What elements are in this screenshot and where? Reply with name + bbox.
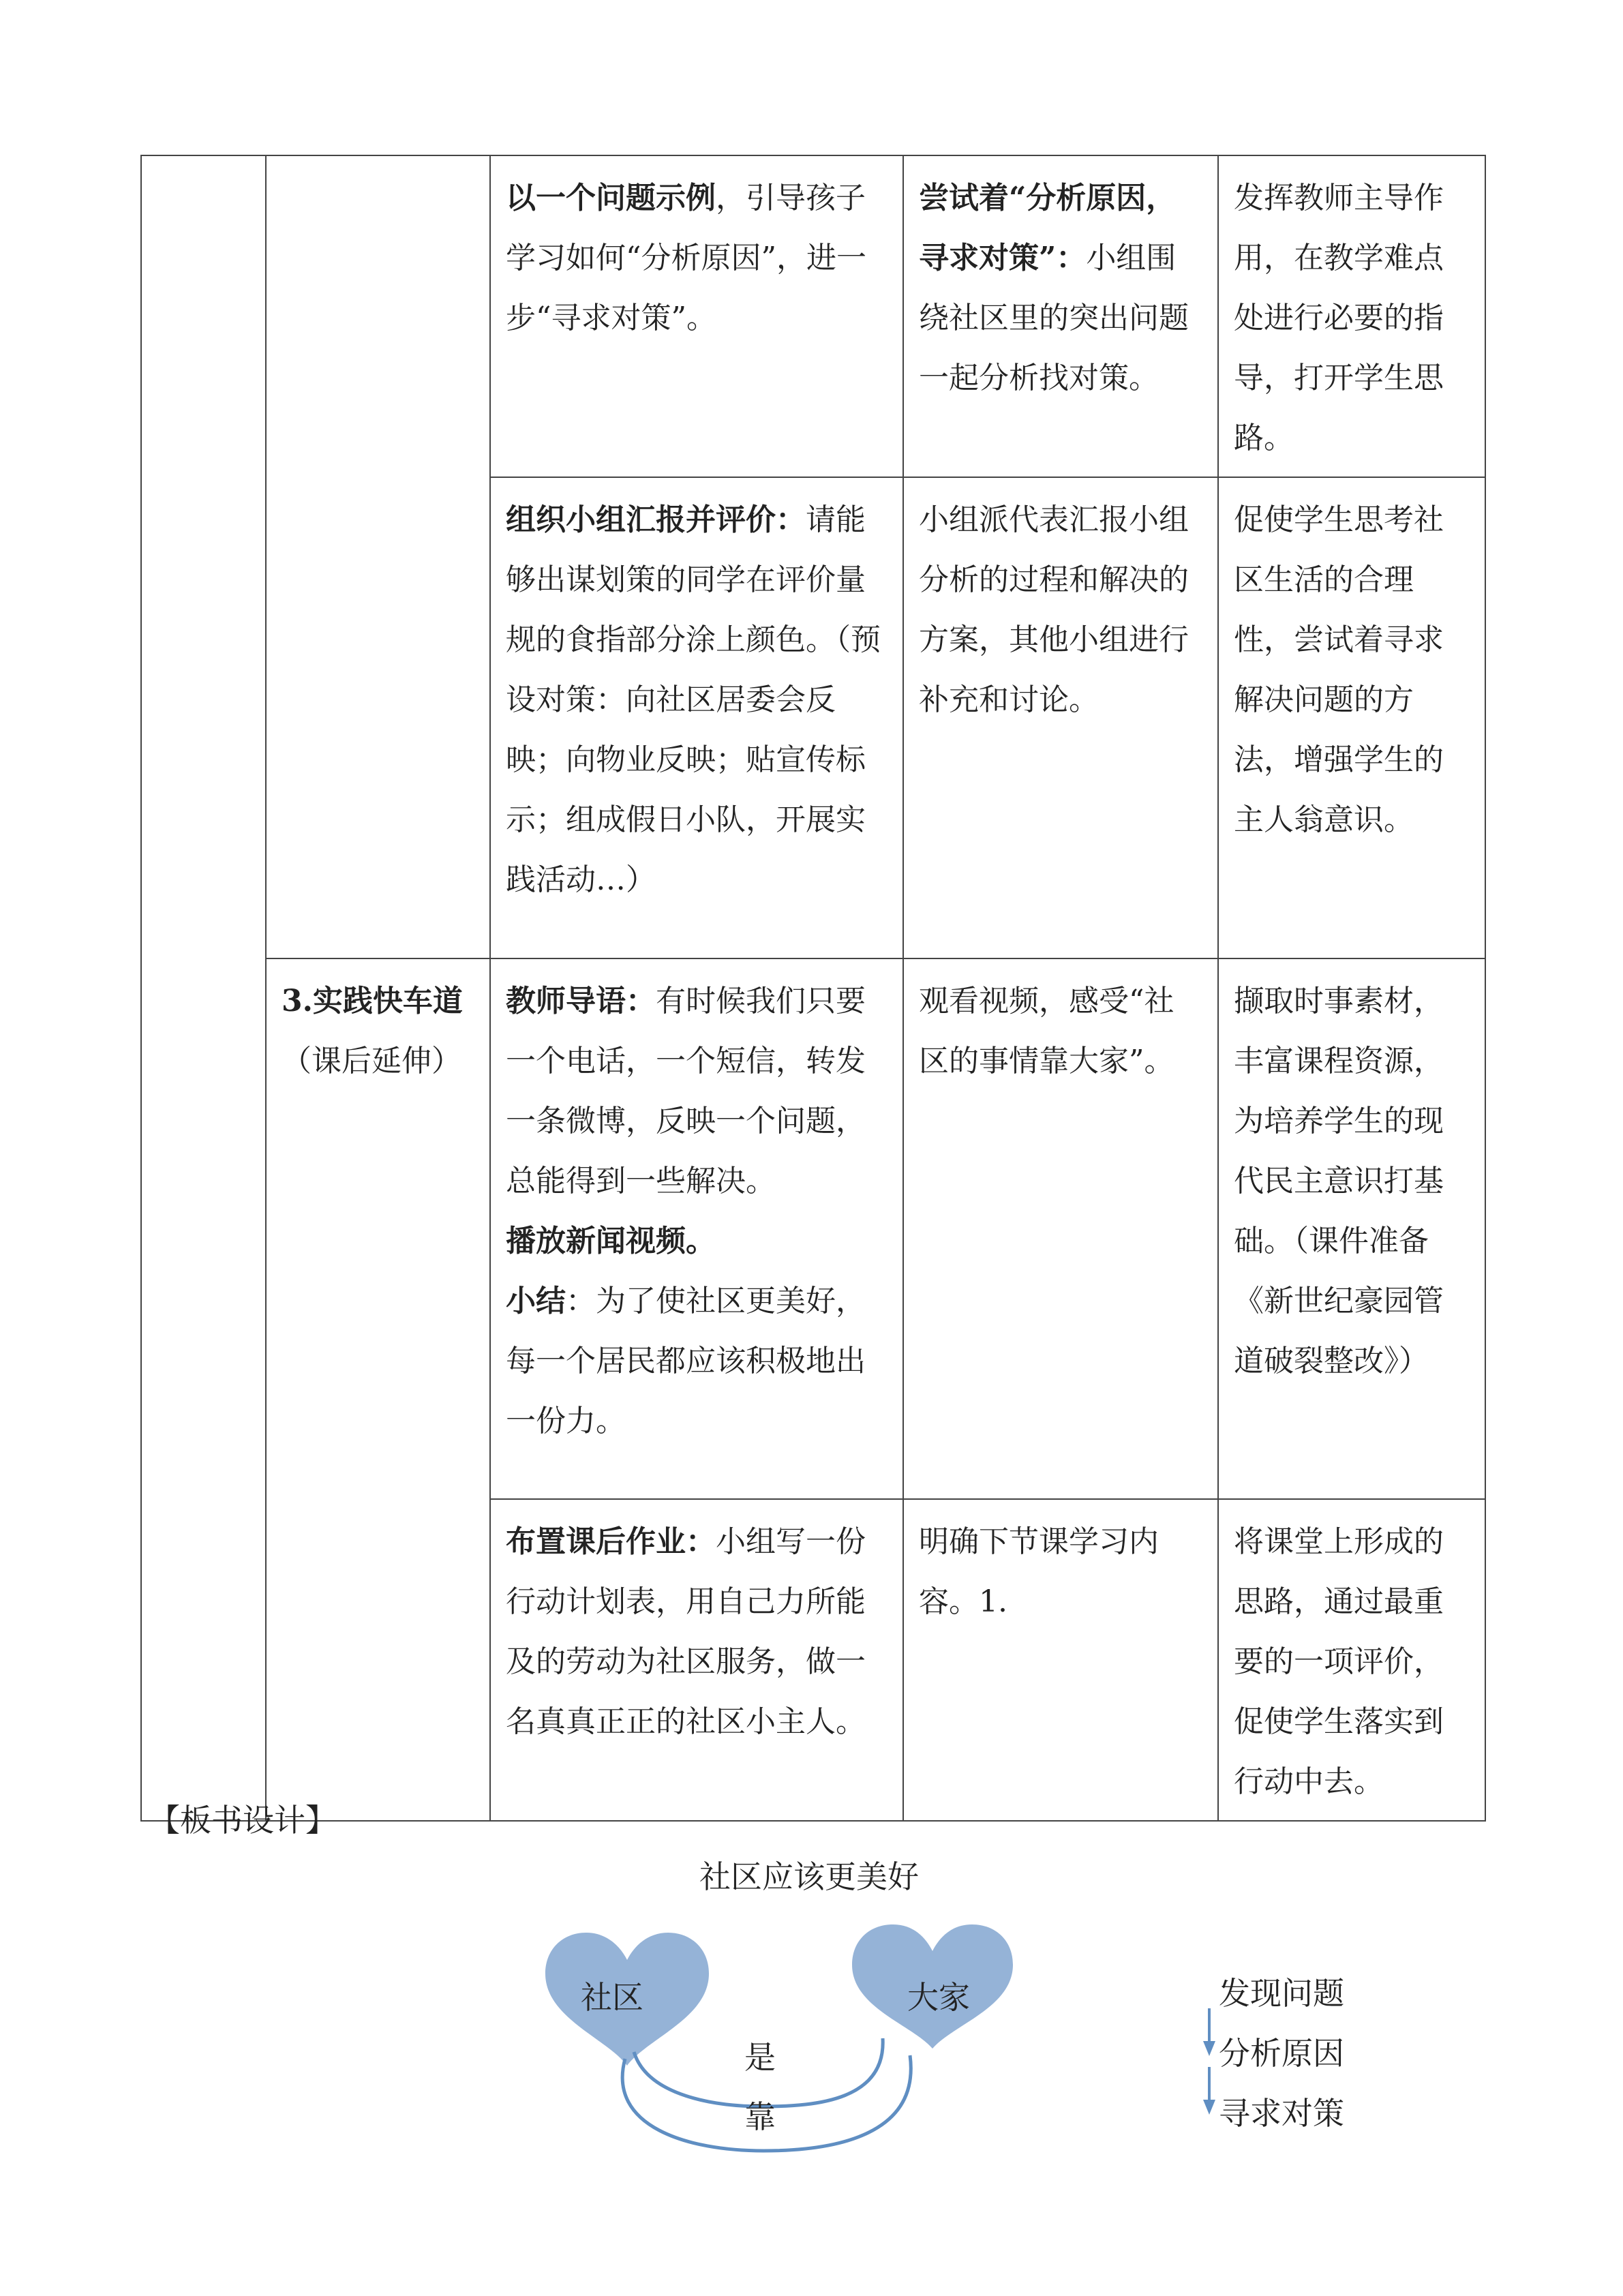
- stage-subtitle: （课后延伸）: [282, 1044, 461, 1078]
- student-activity-cell: [903, 1499, 1218, 1821]
- teacher-activity-cell: [490, 958, 903, 1499]
- stage-title: 3.实践快车道: [282, 984, 463, 1018]
- teacher-activity-text: 有时候我们只要一个电话，一个短信，转发一条微博，反映一个问题，总能得到一些解决。: [506, 984, 866, 1198]
- design-intent-cell: [1218, 958, 1485, 1499]
- design-intent-cell: [1218, 1499, 1485, 1821]
- arrow-down-icon: [1201, 2007, 1217, 2059]
- teacher-activity-cell: [490, 477, 903, 958]
- arc-label-rely: 靠: [744, 2098, 776, 2135]
- design-intent-text: 发挥教师主导作用，在教学难点处进行必要的指导，打开学生思路。: [1234, 181, 1444, 455]
- step-seek-solution: 寻求对策: [1219, 2095, 1344, 2132]
- stage-cell: [266, 155, 490, 958]
- student-activity-heading: 尝试着“分析原因，寻求对策”：: [919, 181, 1177, 275]
- teacher-activity-cell: [490, 155, 903, 477]
- step-analyze-cause: 分析原因: [1219, 2035, 1344, 2072]
- table-row: [141, 155, 1485, 477]
- teacher-activity-heading: 教师导语：: [506, 984, 656, 1018]
- teacher-activity-heading: 以一个问题示例: [506, 181, 716, 215]
- teacher-activity-text: ：为了使社区更美好，每一个居民都应该积极地出一份力。: [506, 1284, 866, 1438]
- teacher-activity-heading: 组织小组汇报并评价：: [506, 502, 806, 537]
- teacher-activity-text: 请能够出谋划策的同学在评价量规的食指部分涂上颜色。（预设对策：向社区居委会反映；向物业反映；贴宣传标示；组成假日小队，开展实践活动…）: [506, 502, 881, 897]
- design-intent-cell: [1218, 477, 1485, 958]
- design-intent-cell: [1218, 155, 1485, 477]
- arrow-down-icon: [1201, 2066, 1217, 2117]
- heart-label-everyone: 大家: [907, 1979, 970, 2016]
- design-intent-text: 将课堂上形成的思路，通过最重要的一项评价，促使学生落实到行动中去。: [1234, 1524, 1444, 1799]
- design-intent-text: 促使学生思考社区生活的合理性，尝试着寻求解决问题的方法，增强学生的主人翁意识。: [1234, 502, 1444, 837]
- step-discover-problem: 发现问题: [1219, 1975, 1344, 2012]
- student-activity-text: 观看视频，感受“社区的事情靠大家”。: [919, 984, 1174, 1078]
- stage-column-cell: [141, 155, 266, 1821]
- board-diagram: [532, 1922, 1036, 2168]
- board-title: 社区应该更美好: [699, 1858, 919, 1895]
- teacher-activity-heading: 播放新闻视频。: [506, 1224, 716, 1258]
- table-row: [141, 958, 1485, 1499]
- student-activity-text: 小组围绕社区里的突出问题一起分析找对策。: [919, 241, 1189, 395]
- teacher-activity-text: ，引导孩子学习如何“分析原因”，进一步“寻求对策”。: [506, 181, 866, 335]
- student-activity-cell: [903, 958, 1218, 1499]
- teacher-activity-cell: [490, 1499, 903, 1821]
- student-activity-cell: [903, 155, 1218, 477]
- student-activity-text: 明确下节课学习内容。1.: [919, 1524, 1159, 1619]
- section-title: 【板书设计】: [149, 1802, 337, 1839]
- teacher-activity-heading: 布置课后作业：: [506, 1524, 716, 1559]
- lesson-plan-table: [140, 155, 1486, 1822]
- student-activity-text: 小组派代表汇报小组分析的过程和解决的方案，其他小组进行补充和讨论。: [919, 502, 1189, 717]
- heart-label-community: 社区: [581, 1979, 643, 2016]
- teacher-activity-heading: 小结: [506, 1284, 566, 1318]
- teacher-activity-text: 小组写一份行动计划表，用自己力所能及的劳动为社区服务，做一名真真正正的社区小主人。: [506, 1524, 866, 1739]
- arc-label-is: 是: [744, 2039, 776, 2076]
- stage-cell: [266, 958, 490, 1821]
- design-intent-text: 撷取时事素材，丰富课程资源，为培养学生的现代民主意识打基础。（课件准备《新世纪豪园管道破裂整改》）: [1234, 984, 1444, 1378]
- student-activity-cell: [903, 477, 1218, 958]
